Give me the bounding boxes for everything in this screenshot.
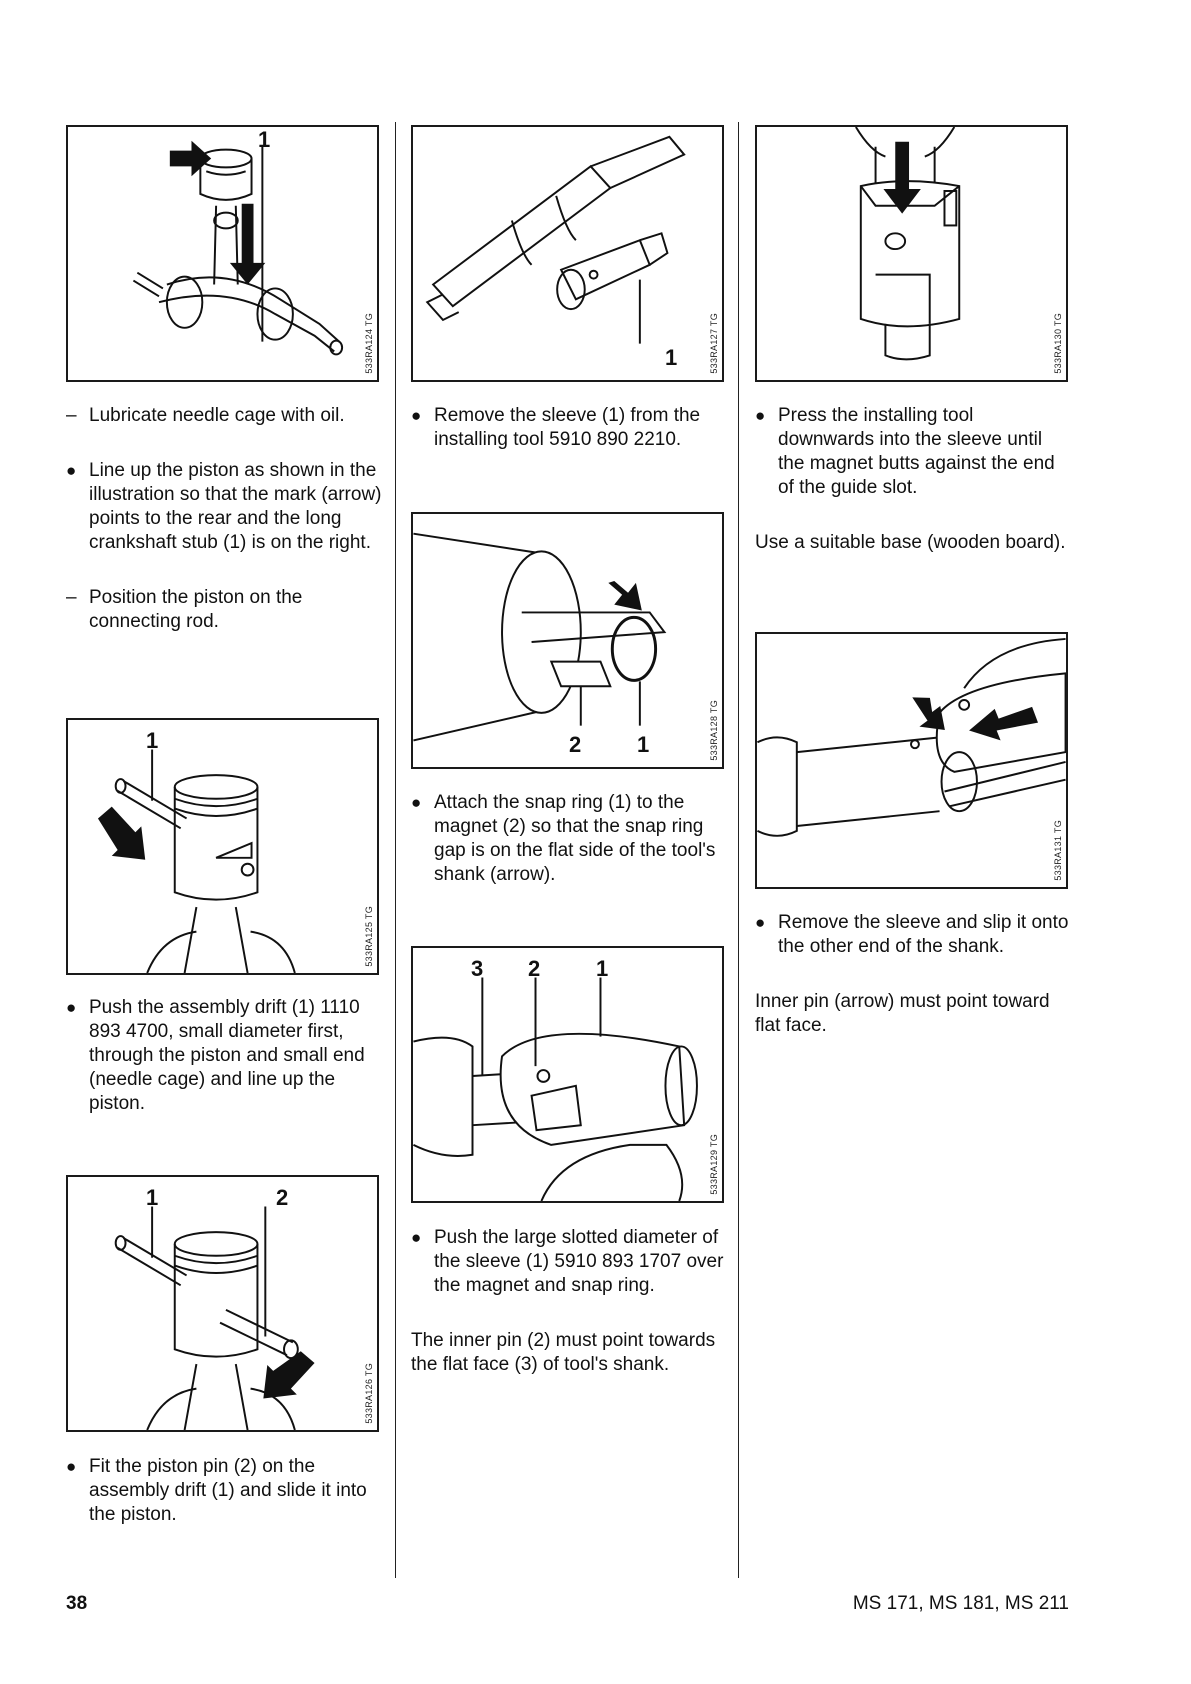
arrow-icon bbox=[170, 141, 211, 176]
figure-code: 533RA124 TG bbox=[364, 313, 374, 374]
press-tool-illustration bbox=[757, 127, 1066, 380]
callout-label: 1 bbox=[637, 732, 650, 757]
callout-label: 2 bbox=[276, 1185, 289, 1210]
callout-label: 2 bbox=[569, 732, 582, 757]
callout-label: 3 bbox=[471, 956, 484, 981]
arrow-icon bbox=[608, 581, 641, 611]
step-remove-sleeve: ● Remove the sleeve (1) from the installing tool 5910 890 2210. bbox=[411, 404, 729, 452]
step-fit-pin: ● Fit the piston pin (2) on the assembly drift (1) and slide it into the piston. bbox=[66, 1455, 384, 1527]
figure-code: 533RA129 TG bbox=[709, 1134, 719, 1195]
figure-slotted-sleeve bbox=[411, 946, 724, 1203]
figure-piston-alignment bbox=[66, 125, 379, 382]
step-push-drift: ● Push the assembly drift (1) 1110 893 4700, small diameter first, through the piston and small end (needle cage) and line up the piston. bbox=[66, 996, 384, 1116]
column-divider-left bbox=[395, 122, 396, 1578]
instructions-block-1 bbox=[66, 404, 384, 634]
figure-code: 533RA131 TG bbox=[1053, 820, 1063, 881]
figure-code: 533RA126 TG bbox=[364, 1363, 374, 1424]
figure-code: 533RA128 TG bbox=[709, 700, 719, 761]
instructions-block-5 bbox=[411, 791, 729, 887]
slotted-sleeve-illustration bbox=[413, 948, 722, 1201]
figure-assembly-drift bbox=[66, 718, 379, 975]
figure-snap-ring bbox=[411, 512, 724, 769]
arrow-icon bbox=[98, 807, 145, 860]
figure-slip-sleeve bbox=[755, 632, 1068, 889]
instructions-block-7 bbox=[755, 404, 1073, 555]
figure-press-tool bbox=[755, 125, 1068, 382]
figure-piston-pin bbox=[66, 1175, 379, 1432]
slip-sleeve-illustration bbox=[757, 634, 1066, 887]
note-inner-pin-flat-face: Inner pin (arrow) must point toward flat face. bbox=[755, 991, 1050, 1036]
snap-ring-illustration bbox=[413, 514, 722, 767]
callout-label: 1 bbox=[665, 345, 678, 370]
note-base: Use a suitable base (wooden board). bbox=[755, 532, 1066, 553]
callout-label: 1 bbox=[146, 1185, 159, 1210]
instructions-block-3 bbox=[66, 1455, 384, 1527]
step-lubricate: – Lubricate needle cage with oil. bbox=[66, 404, 384, 428]
column-divider-right bbox=[738, 122, 739, 1578]
figure-remove-sleeve bbox=[411, 125, 724, 382]
step-push-sleeve: ● Push the large slotted diameter of the sleeve (1) 5910 893 1707 over the magnet and snap ring. bbox=[411, 1226, 729, 1298]
step-position-piston: – Position the piston on the connecting rod. bbox=[66, 586, 384, 634]
instructions-block-6 bbox=[411, 1226, 729, 1377]
step-attach-snap-ring: ● Attach the snap ring (1) to the magnet (2) so that the snap ring gap is on the flat side of the tool's shank (arrow). bbox=[411, 791, 729, 887]
step-line-up-piston: ● Line up the piston as shown in the illustration so that the mark (arrow) points to the rear and the long crankshaft stub (1) is on the right. bbox=[66, 459, 384, 555]
step-press-tool: ● Press the installing tool downwards into the sleeve until the magnet butts against the end of the guide slot. bbox=[755, 404, 1073, 500]
figure-code: 533RA130 TG bbox=[1053, 313, 1063, 374]
callout-label: 1 bbox=[596, 956, 609, 981]
instructions-block-4 bbox=[411, 404, 729, 452]
callout-label: 2 bbox=[528, 956, 541, 981]
callout-label: 1 bbox=[146, 728, 159, 753]
callout-label: 1 bbox=[258, 127, 271, 152]
piston-pin-illustration bbox=[68, 1177, 377, 1430]
piston-crankshaft-illustration bbox=[68, 127, 377, 380]
piston-drift-illustration bbox=[68, 720, 377, 973]
note-inner-pin: The inner pin (2) must point towards the flat face (3) of tool's shank. bbox=[411, 1330, 716, 1375]
installing-tool-illustration bbox=[413, 127, 722, 380]
page-number: 38 bbox=[66, 1593, 88, 1614]
figure-code: 533RA125 TG bbox=[364, 906, 374, 967]
step-slip-sleeve: ● Remove the sleeve and slip it onto the other end of the shank. bbox=[755, 911, 1073, 959]
model-designation: MS 171, MS 181, MS 211 bbox=[852, 1593, 1069, 1614]
figure-code: 533RA127 TG bbox=[709, 313, 719, 374]
instructions-block-2 bbox=[66, 996, 384, 1116]
instructions-block-8 bbox=[755, 911, 1073, 1038]
